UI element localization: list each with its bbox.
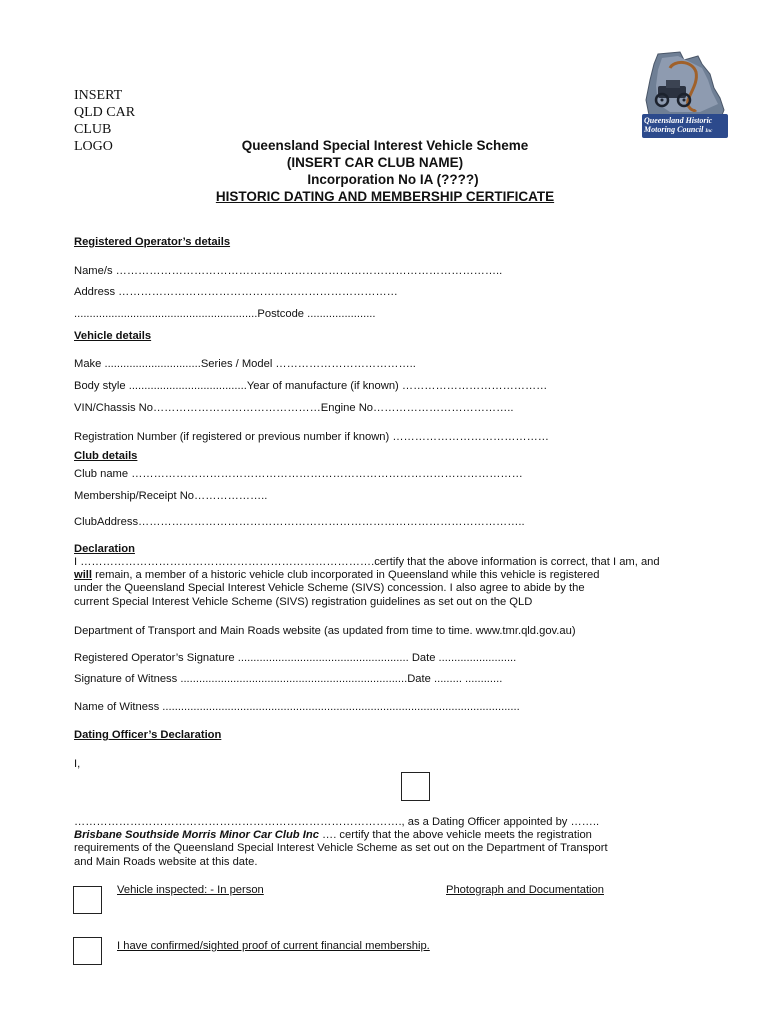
- witness-name-field: Name of Witness ...................................................................................................................: [74, 701, 520, 713]
- dating-officer-i: I,: [74, 758, 81, 770]
- club-name-field: Club name ……………………………………………………………………………………………: [74, 468, 523, 480]
- dating-officer-line: and Main Roads website at this date.: [74, 855, 258, 868]
- declaration-line: I …………………………………………………………………….certify that the above information is correct, that I am, and: [74, 556, 660, 568]
- operator-names-field: Name/s …………………………………………………………………………………………..: [74, 265, 503, 277]
- witness-signature-field: Signature of Witness .........................................................................Date ......... ............: [74, 673, 503, 685]
- membership-confirmed-checkbox[interactable]: [73, 937, 102, 965]
- photograph-documentation-label: Photograph and Documentation: [446, 884, 604, 896]
- qhmc-logo: [640, 50, 730, 140]
- dating-officer-club: Brisbane Southside Morris Minor Car Club Inc: [74, 829, 319, 842]
- qhmc-logo-line2: Motoring Council: [644, 125, 704, 134]
- declaration-line2: remain, a member of a historic vehicle club incorporated in Queensland while this vehicle is registered: [92, 569, 600, 582]
- vehicle-vin-field: VIN/Chassis No………………………………………Engine No………………………………..: [74, 402, 514, 414]
- qhmc-logo-line2-wrap: [644, 125, 728, 136]
- logo-placeholder-line: CLUB: [74, 122, 112, 137]
- club-name-placeholder: (INSERT CAR CLUB NAME): [286, 155, 464, 170]
- logo-placeholder: [74, 87, 135, 155]
- qhmc-logo-line1: Queensland Historic: [644, 116, 713, 125]
- declaration-paragraph: [74, 556, 704, 609]
- dating-officer-line: [74, 829, 704, 842]
- declaration-department-line: Department of Transport and Main Roads website (as updated from time to time. www.tmr.qld.gov.au): [74, 625, 576, 637]
- dating-officer-line: ……………………………………………………………………………., as a Dating Officer appointed by ……..: [74, 816, 600, 828]
- declaration-heading: Declaration: [74, 543, 135, 555]
- vehicle-registration-field: Registration Number (if registered or previous number if known) ……………………………………: [74, 431, 549, 443]
- vehicle-inspected-label: Vehicle inspected: - In person: [117, 884, 264, 896]
- operator-address-field: Address …………………………………………………………………: [74, 286, 398, 298]
- operator-details-heading: Registered Operator’s details: [74, 236, 231, 248]
- vehicle-body-field: Body style ......................................Year of manufacture (if known) …………………………………: [74, 380, 548, 392]
- vehicle-details-heading: Vehicle details: [74, 330, 152, 342]
- club-details-heading: Club details: [74, 450, 138, 462]
- membership-confirmed-label: I have confirmed/sighted proof of current financial membership.: [117, 940, 430, 952]
- logo-placeholder-line: LOGO: [74, 139, 113, 154]
- qhmc-logo-suffix: Inc: [705, 129, 713, 134]
- dating-officer-heading: Dating Officer’s Declaration: [74, 729, 222, 741]
- incorporation-number: Incorporation No IA (????): [307, 172, 479, 187]
- club-address-field: ClubAddress…………………………………………………………………………………………..: [74, 516, 525, 528]
- dating-officer-paragraph: [74, 816, 704, 869]
- vehicle-inspected-checkbox[interactable]: [73, 886, 102, 914]
- logo-placeholder-line: QLD CAR: [74, 105, 136, 120]
- declaration-will: will: [74, 569, 93, 582]
- operator-signature-field: Registered Operator’s Signature ....................................................... Date .........................: [74, 652, 517, 664]
- qhmc-logo-text: [644, 116, 728, 136]
- dating-officer-checkbox[interactable]: [401, 772, 430, 801]
- certificate-title: HISTORIC DATING AND MEMBERSHIP CERTIFICATE: [215, 189, 555, 204]
- dating-officer-line2: …. certify that the above vehicle meets the registration: [318, 829, 592, 842]
- declaration-line: current Special Interest Vehicle Scheme (SIVS) registration guidelines as set out on the QLD: [74, 595, 533, 608]
- logo-placeholder-line: INSERT: [74, 88, 123, 103]
- vehicle-make-field: Make ...............................Series / Model ………………………………..: [74, 358, 416, 370]
- scheme-title: Queensland Special Interest Vehicle Scheme: [241, 138, 529, 153]
- operator-postcode-field: ...........................................................Postcode ......................: [74, 308, 376, 320]
- club-membership-field: Membership/Receipt No………………..: [74, 490, 268, 502]
- dating-officer-line: requirements of the Queensland Special Interest Vehicle Scheme as set out on the Department of Transport: [74, 842, 608, 855]
- declaration-line: under the Queensland Special Interest Vehicle Scheme (SIVS) concession. I also agree to abide by the: [74, 582, 585, 595]
- declaration-line: [74, 569, 704, 582]
